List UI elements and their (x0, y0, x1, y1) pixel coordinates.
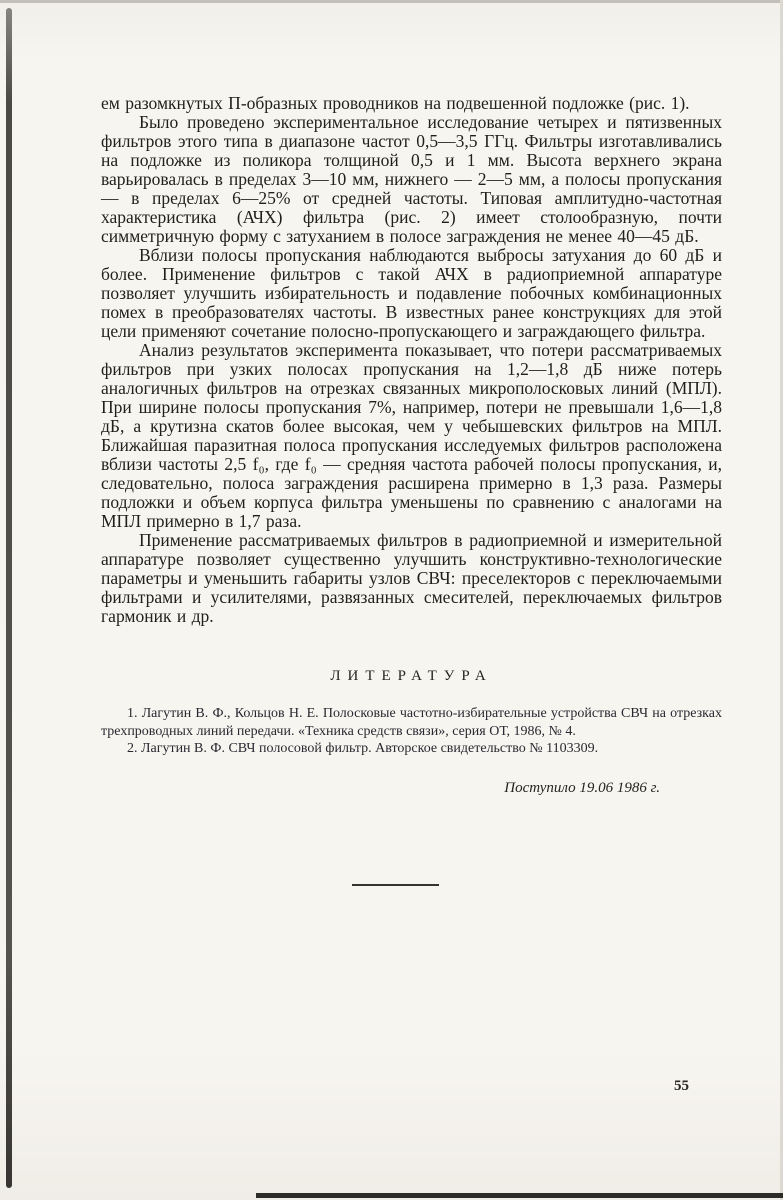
paragraph: ем разомкнутых П-образных проводников на подвешенной подложке (рис. 1). (101, 93, 690, 113)
paragraph: Было проведено экспериментальное исследование четырех и пятизвенных фильтров этого типа в диапазоне частот 0,5—3,5 ГГц. Фильтры изготавливались на подложке из поликора толщиной 0,5 и 1 мм. Высота верхнего экрана варьировалась в пределах 3—10 мм, нижнего — 2—5 мм, а полосы пропускания — в пределах 6—25% от средней частоты. Типовая амплитудно-частотная характеристика (АЧХ) фильтра (рис. 2) имеет столообразную, почти симметричную форму с затуханием в полосе заграждения не менее 40—45 дБ. (101, 112, 722, 246)
reference-list (101, 705, 722, 758)
scan-artifact-bottom-edge (256, 1193, 783, 1198)
paragraph: Анализ результатов эксперимента показывает, что потери рассматриваемых фильтров при узких полосах пропускания на 1,2—1,8 дБ ниже потерь аналогичных фильтров на отрезках связанных микрополосковых линий (МПЛ). При ширине полосы пропускания 7%, например, потери не превышали 1,6—1,8 дБ, а крутизна скатов более высокая, чем у чебышевских фильтров на МПЛ. Ближайшая паразитная полоса пропускания исследуемых фильтров расположена вблизи частоты 2,5 f₀, где f₀ — средняя частота рабочей полосы пропускания, и, следовательно, полоса заграждения расширена примерно в 1,3 раза. Размеры подложки и объем корпуса фильтра уменьшены по сравнению с аналогами на МПЛ примерно в 1,7 раза. (101, 340, 722, 531)
literature-heading: ЛИТЕРАТУРА (330, 668, 493, 684)
paragraph: Вблизи полосы пропускания наблюдаются выбросы затухания до 60 дБ и более. Применение фильтров с такой АЧХ в радиоприемной аппаратуре позволяет улучшить избирательность и подавление побочных комбинационных помех в преобразователях частоты. В известных ранее конструкциях для этой цели применяют сочетание полосно-пропускающего и заграждающего фильтра. (101, 245, 722, 341)
reference-item: 1. Лагутин В. Ф., Кольцов Н. Е. Полосковые частотно-избирательные устройства СВЧ на отрезках трехпроводных линий передачи. «Техника средств связи», серия ОТ, 1986, № 4. (101, 706, 722, 739)
received-note: Поступило 19.06 1986 г. (504, 779, 660, 796)
scan-artifact-left-edge (6, 8, 12, 1188)
paragraph: Применение рассматриваемых фильтров в радиоприемной и измерительной аппаратуре позволяет существенно улучшить конструктивно-технологические параметры и уменьшить габариты узлов СВЧ: преселекторов с переключаемыми фильтрами и усилителями, развязанных смесителей, переключаемых фильтров гармоник и др. (101, 530, 722, 626)
page-number: 55 (674, 1078, 689, 1094)
reference-item: 2. Лагутин В. Ф. СВЧ полосовой фильтр. Авторское свидетельство № 1103309. (127, 741, 599, 756)
section-divider (352, 884, 439, 886)
scan-artifact-top-edge (0, 0, 783, 3)
article-body (101, 94, 722, 797)
